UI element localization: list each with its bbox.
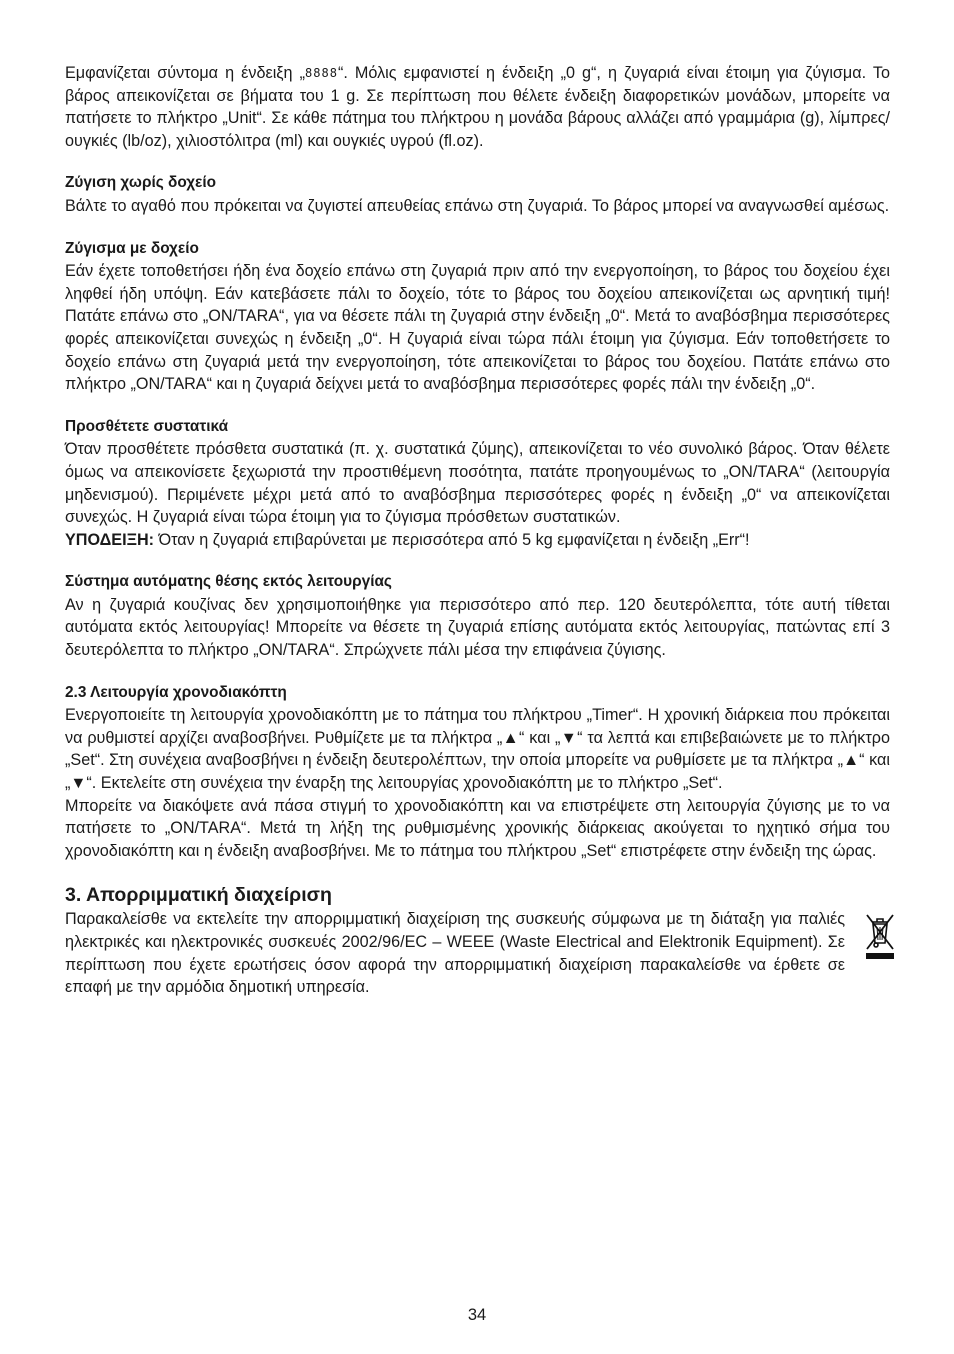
- section-weighing-with-container: [65, 238, 890, 396]
- note-paragraph: [65, 529, 890, 552]
- section-heading: Ζύγιση χωρίς δοχείο: [65, 174, 217, 192]
- intro-text-end: “. Μόλις εμφανιστεί η ένδειξη „0 g“, η ζυγαριά είναι έτοιμη για ζύγισμα. Το βάρος απεικονίζεται σε βήματα του 1 g. Σε περίπτωση που θέλετε ένδειξη διαφορετικών μονάδων, μπορείτε να πατήσετε το πλήκτρο „Unit“. Σε κάθε πάτημα του πλήκτρου η μονάδα βάρους αλλάζει από γραμμάρια (g), λίμπρες/ουγκιές (lb/oz), χιλιοστόλιτρα (ml) και ουγκιές υγρού (fl.oz).: [65, 64, 890, 150]
- lcd-display-glyph: 8888: [305, 66, 338, 80]
- section-body: Μπορείτε να διακόψετε ανά πάσα στιγμή το χρονοδιακόπτη και να επιστρέψετε στη λειτουργία ζύγισης με το να πατήσετε το „ON/TARA“. Μετά τη λήξη της ρυθμισμένης χρονικής διάρκειας ακούγεται το ηχητικό σήμα του χρονοδιακόπτη και η ένδειξη αναβοσβήνει. Με το πάτημα του πλήκτρου „Set“ επιστρέφετε στην ένδειξη της ώρας.: [65, 796, 890, 860]
- section-body: Βάλτε το αγαθό που πρόκειται να ζυγιστεί απευθείας επάνω στη ζυγαριά. Το βάρος μπορεί να αναγνωσθεί αμέσως.: [65, 196, 890, 215]
- section-body: Ενεργοποιείτε τη λειτουργία χρονοδιακόπτη με το πάτημα του πλήκτρου „Timer“. Η χρονική διάρκεια που πρόκειται να ρυθμιστεί αρχίζει αναβοσβήνει. Ρυθμίζετε με τα πλήκτρα „▲“ και „▼“ τα λεπτά και επιβεβαιώνετε με το πλήκτρο „Set“. Στη συνέχεια αναβοσβήνει η ένδειξη δευτερολέπτων, την οποία μπορείτε να ρυθμίσετε με τα πλήκτρα „▲“ και „▼“. Εκτελείτε στη συνέχεια την έναρξη της λειτουργίας χρονοδιακόπτη με το πλήκτρο „Set“.: [65, 706, 890, 793]
- section-heading: Ζύγισμα με δοχείο: [65, 239, 199, 257]
- intro-paragraph: [65, 62, 890, 152]
- section-body: Παρακαλείσθε να εκτελείτε την απορριμματική διαχείριση της συσκευής σύμφωνα με τη διάταξη για παλιές ηλεκτρικές και ηλεκτρονικές συσκευές 2002/96/EC – WEEE (Waste Electrical and Elektronik Equipment). Σε περίπτωση που έχετε ερωτήσεις όσον αφορά την απορριμματική διαχείριση παρακαλείσθε να έρθετε σε επαφή με την αρμόδια δημοτική υπηρεσία.: [65, 910, 845, 997]
- section-weighing-without-container: [65, 172, 890, 217]
- section-body: Όταν προσθέτετε πρόσθετα συστατικά (π. χ. συστατικά ζύμης), απεικονίζεται το νέο συνολικό βάρος. Όταν θέλετε όμως να απεικονίσετε ξεχωριστά την προστιθέμενη ποσότητα, πατάτε προηγουμένως το „ON/TARA“ (λειτουργία μηδενισμού). Περιμένετε μέχρι μετά από το αναβόσβημα περισσότερες φορές η ένδειξη „0“ να απεικονίζεται συνεχώς. Η ζυγαριά είναι τώρα έτοιμη για το ζύγισμα πρόσθετων συστατικών.: [65, 440, 890, 527]
- section-auto-off: [65, 571, 890, 661]
- section-timer: [65, 682, 890, 863]
- section-heading: Σύστημα αυτόματης θέσης εκτός λειτουργίας: [65, 573, 392, 591]
- note-label: ΥΠΟΔΕΙΞΗ:: [65, 530, 155, 549]
- manual-page: [65, 62, 890, 999]
- crossed-out-wheelie-bin-icon: [864, 912, 896, 960]
- note-text: Όταν η ζυγαριά επιβαρύνεται με περισσότερα από 5 kg εμφανίζεται η ένδειξη „Err“!: [154, 530, 750, 549]
- section-body: Αν η ζυγαριά κουζίνας δεν χρησιμοποιήθηκε για περισσότερο από περ. 120 δευτερόλεπτα, τότε αυτή τίθεται αυτόματα εκτός λειτουργίας! Μπορείτε να θέσετε τη ζυγαριά επίσης αυτόματα εκτός λειτουργίας, πατώντας επί 3 δευτερόλεπτα το πλήκτρο „ON/TARA“. Σπρώχνετε πάλι μέσα την επιφάνεια ζύγισης.: [65, 595, 890, 660]
- section-body: Εάν έχετε τοποθετήσει ήδη ένα δοχείο επάνω στη ζυγαριά πριν από την ενεργοποίηση, το βάρος του δοχείου έχει ληφθεί ήδη υπόψη. Εάν κατεβάσετε πάλι το δοχείο, τότε το βάρος του δοχείου απεικονίζεται ως αρνητική τιμή! Πατάτε επάνω στο „ON/TARA“, για να θέσετε πάλι τη ζυγαριά στην ένδειξη „0“. Μετά το αναβόσβημα περισσότερες φορές απεικονίζεται συνεχώς η ένδειξη „0“. Η ζυγαριά είναι τώρα πάλι έτοιμη για ζύγισμα. Εάν τοποθετήσετε το δοχείο επάνω στη ζυγαριά μετά την ενεργοποίηση, τότε απεικονίζεται το βάρος του δοχείου. Πατάτε επάνω στο πλήκτρο „ON/TARA“ και η ζυγαριά δείχνει μετά το αναβόσβημα περισσότερες φορές πάλι την ένδειξη „0“.: [65, 262, 890, 394]
- page-number: 34: [467, 1306, 487, 1324]
- section-heading: Προσθέτετε συστατικά: [65, 417, 229, 435]
- chapter-heading-disposal: 3. Απορριμματική διαχείριση: [65, 884, 332, 907]
- section-adding-ingredients: [65, 416, 890, 552]
- intro-text-start: Εμφανίζεται σύντομα η ένδειξη „: [65, 64, 306, 82]
- section-disposal: [65, 908, 890, 998]
- section-heading: 2.3 Λειτουργία χρονοδιακόπτη: [65, 683, 287, 701]
